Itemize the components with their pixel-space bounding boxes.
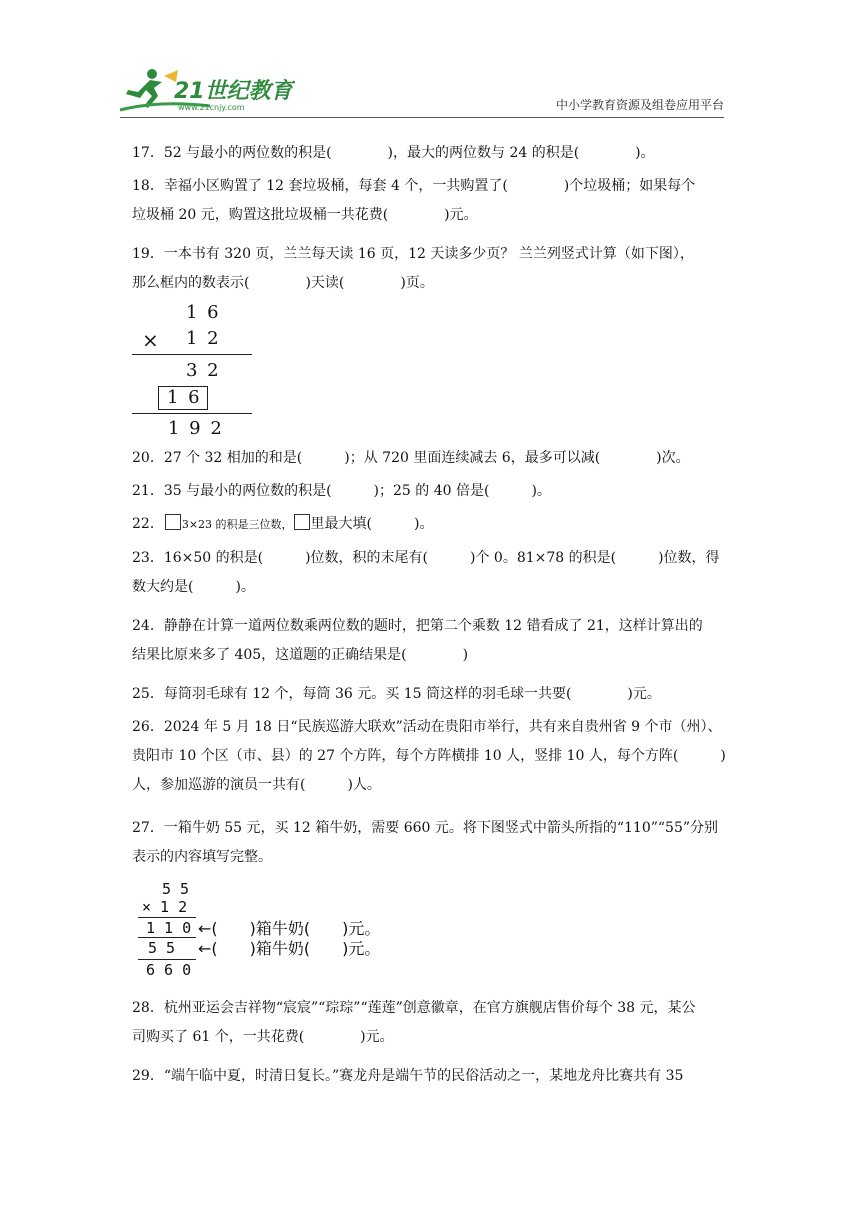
vertical-calc-19 [132,300,262,440]
calc27-partial-1: 1 1 0 [146,919,192,937]
calc27-result: 6 6 0 [146,961,192,979]
calc19-box [158,386,208,410]
logo [120,66,295,116]
calc27-note-1: ←( )箱牛奶( )元。 [198,919,381,938]
question-21: 21．35 与最小的两位数的积是( )；25 的 40 倍是( )。 [132,483,551,499]
question-25: 25．每筒羽毛球有 12 个，每筒 36 元。买 15 筒这样的羽毛球一共要( )元。 [132,686,661,702]
question-26: 26．2024 年 5 月 18 日“民族巡游大联欢”活动在贵阳市举行，共有来自贵州省 9 个市（州）、 贵阳市 10 个区（市、县）的 27 个方阵，每个方阵横排 10 人，竖排 10 人，每个方阵( ) 人，参加巡游的演员一共有( )人。 [132,719,726,793]
calc19-multiplicand: 1 6 [186,302,221,323]
calc27-line-3 [138,959,196,960]
calc27-partial-2: 5 5 [148,939,176,957]
platform-name: 中小学教育资源及组卷应用平台 [555,98,724,112]
question-19: 19．一本书有 320 页，兰兰每天读 16 页，12 天读多少页？ 兰兰列竖式计算（如下图）， 那么框内的数表示( )天读( )页。 [132,246,694,291]
calc19-times-sign: × [142,328,159,352]
calc27-multiplier: × 1 2 [142,898,188,916]
calc27-note-2: ←( )箱牛奶( )元。 [198,939,381,958]
page-header [0,0,860,125]
calc19-multiplier: 1 2 [186,328,221,349]
runner-logo-icon [120,66,295,116]
calc27-line-2 [138,937,196,938]
answer-box-1 [165,514,181,530]
question-27: 27．一箱牛奶 55 元，买 12 箱牛奶，需要 660 元。将下图竖式中箭头所指的“110”“55”分别 表示的内容填写完整。 [132,820,719,865]
question-24: 24．静静在计算一道两位数乘两位数的题时，把第二个乘数 12 错看成了 21，这样计算出的 结果比原来多了 405，这道题的正确结果是( ) [132,618,703,663]
answer-box-2 [294,514,310,530]
svg-text:21世纪教育: 21世纪教育 [174,79,293,104]
calc19-partial-1: 3 2 [186,360,221,381]
question-22: 22． 3×23 的积是三位数， 里最大填( )。 [132,516,434,532]
calc19-line-2 [132,413,252,414]
question-18: 18．幸福小区购置了 12 套垃圾桶，每套 4 个，一共购置了( )个垃圾桶；如果每个 垃圾桶 20 元，购置这批垃圾桶一共花费( )元。 [132,178,696,223]
svg-text:www.21cnjy.com: www.21cnjy.com [178,103,245,112]
question-20: 20．27 个 32 相加的和是( )；从 720 里面连续减去 6，最多可以减( )次。 [132,450,690,466]
question-17: 17．52 与最小的两位数的积是( )，最大的两位数与 24 的积是( )。 [132,145,655,161]
question-29: 29．“端午临中夏，时清日复长。”赛龙舟是端午节的民俗活动之一，某地龙舟比赛共有 35 [132,1068,684,1084]
vertical-calc-27 [134,880,464,980]
calc19-result: 1 9 2 [168,418,224,439]
calc27-multiplicand: 5 5 [162,880,190,898]
question-23: 23．16×50 的积是( )位数，积的末尾有( )个 0。81×78 的积是( )位数，得 数大约是( )。 [132,550,720,595]
calc19-line-1 [132,354,252,355]
question-28: 28．杭州亚运会吉祥物“宸宸”“琮琮”“莲莲”创意徽章，在官方旗舰店售价每个 38 元，某公 司购买了 61 个，一共花费( )元。 [132,1000,696,1045]
calc19-partial-2: 1 6 [167,387,202,408]
calc27-line-1 [138,917,196,918]
header-divider [120,117,724,118]
